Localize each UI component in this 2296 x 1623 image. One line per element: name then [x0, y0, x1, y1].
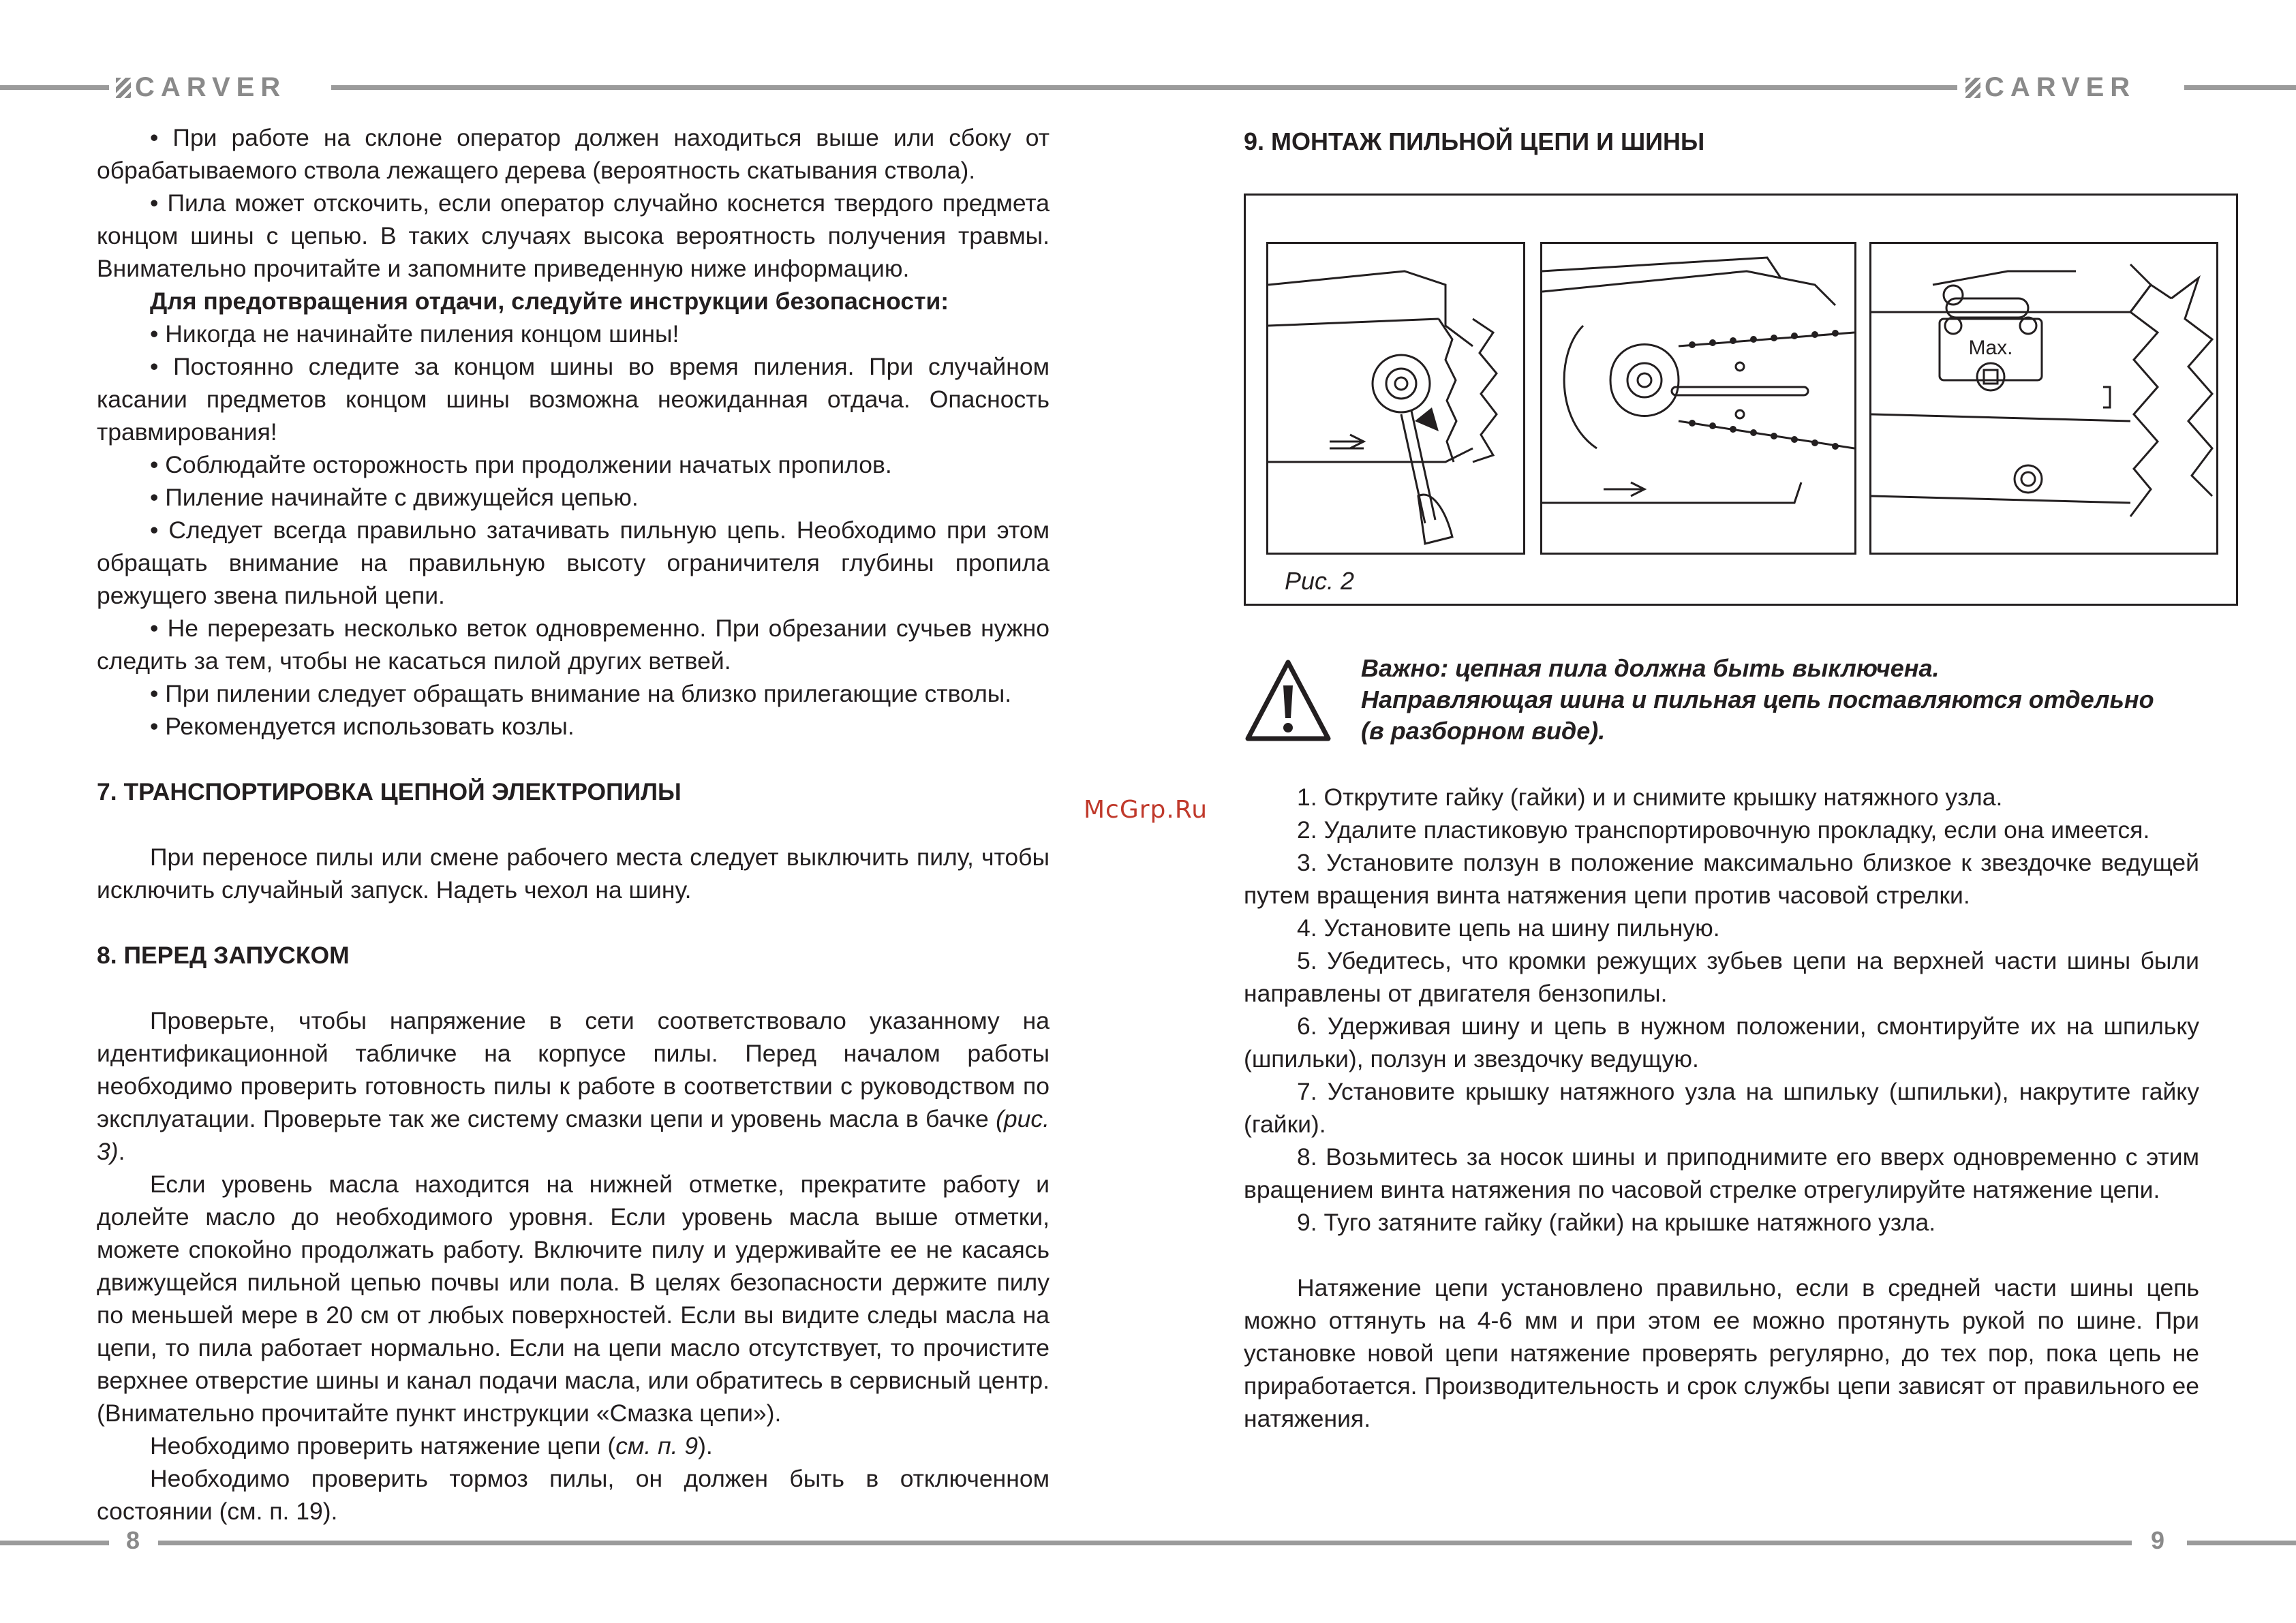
- section-7-title: 7. ТРАНСПОРТИРОВКА ЦЕПНОЙ ЭЛЕКТРОПИЛЫ: [97, 778, 682, 805]
- paragraph: Необходимо проверить тормоз пилы, он должен быть в отключенном состоянии (см. п. 19).: [97, 1465, 1050, 1525]
- tensioner-illustration: [1871, 244, 2216, 553]
- section-reference: см. п. 9: [615, 1432, 699, 1459]
- header-rule-right: [2184, 85, 2296, 90]
- brand-mark-icon: [116, 78, 131, 98]
- paragraph: • При работе на склоне оператор должен находиться выше или сбоку от обрабатываемого ствола лежащего дерева (вероятность скатывания ствола).: [97, 124, 1050, 184]
- list-item: • Никогда не начинайте пиления концом шины!: [150, 320, 679, 347]
- section-9-title: 9. МОНТАЖ ПИЛЬНОЙ ЦЕПИ И ШИНЫ: [1244, 127, 1705, 155]
- list-item: • Следует всегда правильно затачивать пильную цепь. Необходимо при этом обращать внимание на правильную высоту ограничителя глубины пропила режущего звена пильной цепи.: [97, 516, 1050, 609]
- right-column: [1244, 781, 2199, 1435]
- list-item: • Пиление начинайте с движущейся цепью.: [150, 484, 639, 511]
- figure-panel-2: [1540, 242, 1856, 555]
- list-item: • Рекомендуется использовать козлы.: [150, 713, 575, 740]
- step: 8. Возьмитесь за носок шины и приподнимите его вверх одновременно с этим вращением винта натяжения по часовой стрелке отрегулируйте натяжение цепи.: [1244, 1143, 2199, 1203]
- step: 9. Туго затяните гайку (гайки) на крышке натяжного узла.: [1297, 1209, 1936, 1236]
- tension-note: Натяжение цепи установлено правильно, если в средней части шины цепь можно оттянуть на 4-6 мм и при этом ее можно протянуть рукой по шине. При установке новой цепи натяжение проверять регулярно, до тех пор, пока цепь не приработается. Производительность и срок службы цепи зависят от правильного ее натяжения.: [1244, 1274, 2199, 1432]
- footer-rule-left: [0, 1541, 109, 1545]
- list-item: • Не перерезать несколько веток одновременно. При обрезании сучьев нужно следить за тем, чтобы не касаться пилой других ветвей.: [97, 615, 1050, 675]
- left-column: [97, 121, 1050, 1528]
- step: 3. Установите ползун в положение максимально близкое к звездочке ведущей путем вращения винта натяжения цепи против часовой стрелки.: [1244, 849, 2199, 909]
- list-item: • Постоянно следите за концом шины во время пиления. При случайном касании предметов концом шины возможна неожиданная отдача. Опасность травмирования!: [97, 353, 1050, 446]
- step: 7. Установите крышку натяжного узла на шпильку (шпильки), накрутите гайку (гайки).: [1244, 1078, 2199, 1138]
- figure-caption: Рис. 2: [1285, 567, 1355, 595]
- paragraph: • Пила может отскочить, если оператор случайно коснется твердого предмета концом шины с цепью. В таких случаях высока вероятность получения травмы. Внимательно прочитайте и запомните приведенную ниже информацию.: [97, 189, 1050, 282]
- header-rule-center: [331, 85, 1957, 90]
- figure-2: [1244, 194, 2238, 606]
- brand-logo-right: CARVER: [1965, 72, 2136, 102]
- header-rule-left: [0, 85, 109, 90]
- figure-reference: (рис. 3): [97, 1105, 1050, 1165]
- brand-logo-left: CARVER: [116, 72, 286, 102]
- list-item: • При пилении следует обращать внимание на близко прилегающие стволы.: [150, 680, 1012, 707]
- paragraph: Необходимо проверить натяжение цепи (см. п. 9).: [150, 1432, 713, 1459]
- step: 5. Убедитесь, что кромки режущих зубьев цепи на верхней части шины были направлены от двигателя бензопилы.: [1244, 947, 2199, 1007]
- section-8-title: 8. ПЕРЕД ЗАПУСКОМ: [97, 942, 350, 969]
- list-item: • Соблюдайте осторожность при продолжении начатых пропилов.: [150, 451, 892, 478]
- step: 1. Открутите гайку (гайки) и и снимите крышку натяжного узла.: [1297, 784, 2003, 811]
- figure-panel-3: [1869, 242, 2218, 555]
- warning-icon: [1244, 658, 1332, 745]
- paragraph: Проверьте, чтобы напряжение в сети соответствовало указанному на идентификационной табличке на корпусе пилы. Перед началом работы необходимо проверить готовность пилы к работе в соответствии с руководством по эксплуатации. Проверьте так же систему смазки цепи и уровень масла в бачке (рис. 3).: [97, 1007, 1050, 1165]
- figure-panel-1: [1266, 242, 1525, 555]
- page-number-right: 9: [2151, 1526, 2165, 1554]
- chainsaw-cover-illustration: [1268, 244, 1523, 553]
- watermark: McGrp.Ru: [1084, 796, 1208, 824]
- kickback-heading: Для предотвращения отдачи, следуйте инструкции безопасности:: [150, 288, 949, 315]
- brand-mark-icon: [1965, 78, 1980, 98]
- paragraph: Если уровень масла находится на нижней отметке, прекратите работу и долейте масло до необходимого уровня. Если уровень масла выше отметки, можете спокойно продолжать работу. Включите пилу и удерживайте ее не касаясь движущейся пильной цепью почвы или пола. В целях безопасности держите пилу по меньшей мере в 20 см от любых поверхностей. Если вы видите следы масла на цепи, то пила работает нормально. Если на цепи масло отсутствует, то прочистите верхнее отверстие шины и канал подачи масла, или обратитесь в сервисный центр. (Внимательно прочитайте пункт инструкции «Смазка цепи»).: [97, 1171, 1050, 1427]
- paragraph: При переносе пилы или смене рабочего места следует выключить пилу, чтобы исключить случайный запуск. Надеть чехол на шину.: [97, 844, 1050, 903]
- step: 2. Удалите пластиковую транспортировочную прокладку, если она имеется.: [1297, 816, 2150, 844]
- max-label: Max.: [1968, 337, 2013, 359]
- step: 6. Удерживая шину и цепь в нужном положении, смонтируйте их на шпильку (шпильки), ползун и звездочку ведущую.: [1244, 1013, 2199, 1072]
- chain-bar-illustration: [1542, 244, 1854, 553]
- page-number-left: 8: [126, 1526, 140, 1554]
- warning-text: Важно: цепная пила должна быть выключена. Направляющая шина и пильная цепь поставляются отдельно (в разборном виде).: [1361, 654, 2154, 745]
- step: 4. Установите цепь на шину пильную.: [1297, 914, 1720, 942]
- footer-rule-right: [2187, 1541, 2296, 1545]
- footer-rule-center: [158, 1541, 2132, 1545]
